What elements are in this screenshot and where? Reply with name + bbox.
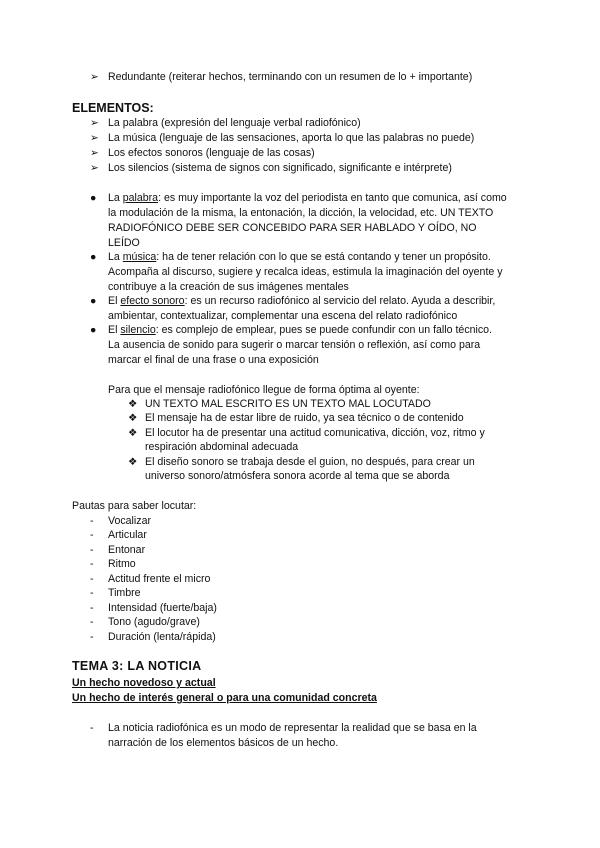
pauta-item: Entonar <box>108 544 146 556</box>
diamond-bullet-icon: ❖ <box>128 398 138 410</box>
tema-subheading-1: Un hecho novedoso y actual <box>72 677 216 689</box>
silencio-line-1: El silencio: es complejo de emplear, pues se puede confundir con un fallo técnico. <box>108 324 492 336</box>
dash-bullet-icon: - <box>90 573 94 585</box>
efecto-line-1: El efecto sonoro: es un recurso radiofónico al servicio del relato. Ayuda a describir, <box>108 295 496 307</box>
palabra-line-1: La palabra: es muy importante la voz del periodista en tanto que comunica, así como <box>108 192 507 204</box>
musica-line-1: La música: ha de tener relación con lo que se está contando y tener un propósito. <box>108 251 491 263</box>
musica-line: Acompaña al discurso, sugiere y recalca ideas, estimula la imaginación del oyente y <box>108 266 503 278</box>
dash-bullet-icon: - <box>90 587 94 599</box>
dash-bullet-icon: - <box>90 602 94 614</box>
efecto-line: ambientar, contextualizar, complementar una escena del relato radiofónico <box>108 310 458 322</box>
efecto-term: efecto sonoro <box>120 295 185 307</box>
pauta-item: Vocalizar <box>108 515 151 527</box>
elemento-item: La música (lenguaje de las sensaciones, aporta lo que las palabras no puede) <box>108 132 475 144</box>
optimal-item: El mensaje ha de estar libre de ruido, ya sea técnico o de contenido <box>145 412 464 424</box>
round-bullet-icon: ● <box>90 324 97 336</box>
pauta-item: Timbre <box>108 587 141 599</box>
dash-bullet-icon: - <box>90 631 94 643</box>
noticia-paragraph-line: narración de los elementos básicos de un hecho. <box>108 737 339 749</box>
arrow-bullet-icon: ➢ <box>90 117 99 129</box>
arrow-bullet-icon: ➢ <box>90 71 99 83</box>
palabra-line: la modulación de la misma, la entonación, la dicción, la velocidad, etc. UN TEXTO <box>108 207 494 219</box>
round-bullet-icon: ● <box>90 251 97 263</box>
pauta-item: Ritmo <box>108 558 136 570</box>
palabra-line: RADIOFÓNICO DEBE SER CONCEBIDO PARA SER HABLADO Y OÍDO, NO <box>108 222 477 234</box>
elemento-item: Los efectos sonoros (lenguaje de las cosas) <box>108 147 315 159</box>
silencio-line: marcar el final de una frase o una exposición <box>108 354 319 366</box>
pautas-heading: Pautas para saber locutar: <box>72 500 197 512</box>
pauta-item: Tono (agudo/grave) <box>108 616 200 628</box>
silencio-term: silencio <box>120 324 156 336</box>
palabra-term: palabra <box>122 192 159 204</box>
optimal-item: UN TEXTO MAL ESCRITO ES UN TEXTO MAL LOCUTADO <box>145 398 431 410</box>
pauta-item: Actitud frente el micro <box>108 573 211 585</box>
dash-bullet-icon: - <box>90 544 94 556</box>
dash-bullet-icon: - <box>90 558 94 570</box>
optimal-intro: Para que el mensaje radiofónico llegue de forma óptima al oyente: <box>108 384 420 396</box>
pauta-item: Articular <box>108 529 147 541</box>
round-bullet-icon: ● <box>90 192 97 204</box>
dash-bullet-icon: - <box>90 722 94 734</box>
elemento-item: La palabra (expresión del lenguaje verbal radiofónico) <box>108 117 361 129</box>
dash-bullet-icon: - <box>90 515 94 527</box>
elementos-heading: ELEMENTOS: <box>72 101 154 115</box>
optimal-item: El diseño sonoro se trabaja desde el guion, no después, para crear un <box>145 456 475 468</box>
noticia-paragraph-line: La noticia radiofónica es un modo de representar la realidad que se basa en la <box>108 722 477 734</box>
pauta-item: Intensidad (fuerte/baja) <box>108 602 217 614</box>
musica-term: música <box>122 251 157 263</box>
pauta-item: Duración (lenta/rápida) <box>108 631 216 643</box>
dash-bullet-icon: - <box>90 616 94 628</box>
elemento-item: Los silencios (sistema de signos con significado, significante e intérprete) <box>108 162 452 174</box>
redundante-text: Redundante (reiterar hechos, terminando con un resumen de lo + importante) <box>108 71 473 83</box>
musica-line: contribuye a la creación de sus imágenes mentales <box>108 281 349 293</box>
arrow-bullet-icon: ➢ <box>90 162 99 174</box>
optimal-item: respiración abdominal adecuada <box>145 441 299 453</box>
arrow-bullet-icon: ➢ <box>90 147 99 159</box>
diamond-bullet-icon: ❖ <box>128 427 138 439</box>
round-bullet-icon: ● <box>90 295 97 307</box>
diamond-bullet-icon: ❖ <box>128 456 138 468</box>
dash-bullet-icon: - <box>90 529 94 541</box>
tema-heading: TEMA 3: LA NOTICIA <box>72 659 202 673</box>
diamond-bullet-icon: ❖ <box>128 412 138 424</box>
palabra-line: LEÍDO <box>108 237 140 249</box>
optimal-item: El locutor ha de presentar una actitud comunicativa, dicción, voz, ritmo y <box>145 427 485 439</box>
tema-subheading-2: Un hecho de interés general o para una comunidad concreta <box>72 692 377 704</box>
arrow-bullet-icon: ➢ <box>90 132 99 144</box>
silencio-line: La ausencia de sonido para sugerir o marcar tensión o reflexión, así como para <box>108 339 481 351</box>
optimal-item: universo sonoro/atmósfera sonora acorde al tema que se aborda <box>145 470 450 482</box>
